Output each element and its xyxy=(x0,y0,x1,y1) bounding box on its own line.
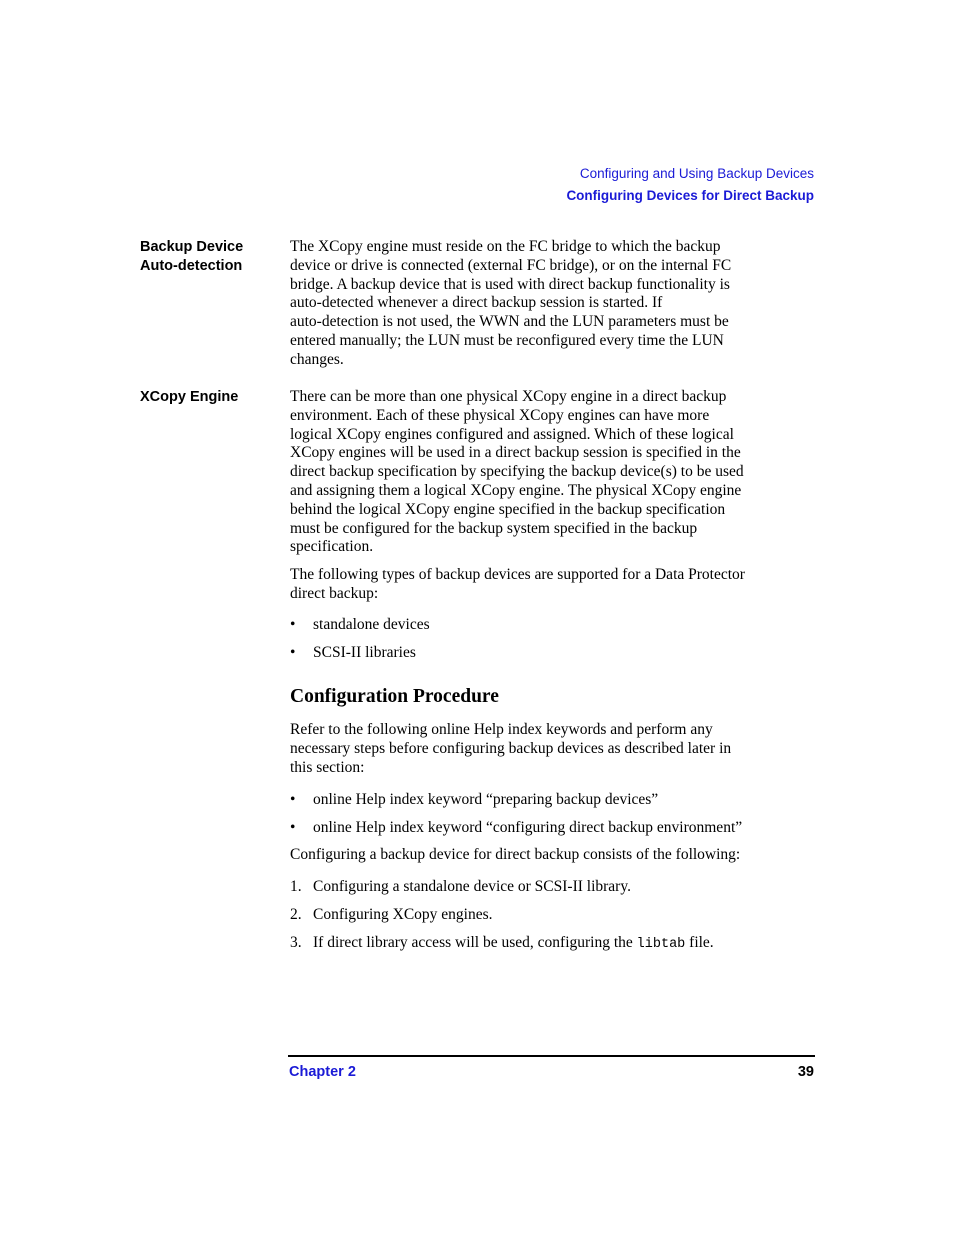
bullet-text: online Help index keyword “configuring direct backup environment” xyxy=(313,819,743,836)
text-line: this section: xyxy=(290,758,365,776)
section-heading-configuration-procedure: Configuration Procedure xyxy=(290,686,499,707)
running-header-section: Configuring Devices for Direct Backup xyxy=(566,188,814,203)
text-line: necessary steps before configuring backup devices as described later in xyxy=(290,739,732,757)
text-line: XCopy engines will be used in a direct backup session is specified in the xyxy=(290,444,741,462)
text-line: logical XCopy engines configured and assigned. Which of these logical xyxy=(290,425,734,443)
text-line: Refer to the following online Help index keywords and perform any xyxy=(290,721,713,738)
footer-page-number: 39 xyxy=(797,1064,814,1080)
step-text-before: If direct library access will be used, configuring the xyxy=(313,934,637,951)
paragraph-auto-detection xyxy=(290,238,818,370)
side-heading-line: Backup Device xyxy=(140,239,244,255)
side-heading-xcopy-engine: XCopy Engine xyxy=(140,389,239,405)
bullet-text: SCSI-II libraries xyxy=(313,644,416,661)
text-line: changes. xyxy=(290,350,344,368)
text-line: direct backup: xyxy=(290,584,379,602)
step-text: Configuring XCopy engines. xyxy=(313,906,493,923)
footer-rule xyxy=(288,1055,815,1057)
paragraph-xcopy-engine xyxy=(290,388,818,557)
bullet-text: standalone devices xyxy=(313,616,430,633)
text-line: environment. Each of these physical XCopy engines can have more xyxy=(290,406,710,424)
step-text-after: file. xyxy=(685,934,714,951)
bullet-mark: • xyxy=(290,819,296,836)
bullet-mark: • xyxy=(290,616,296,633)
bullet-mark: • xyxy=(290,791,296,808)
code-libtab: libtab xyxy=(636,937,686,952)
text-line: specification. xyxy=(290,538,374,556)
paragraph-consists: Configuring a backup device for direct backup consists of the following: xyxy=(290,846,741,863)
step-number: 2. xyxy=(290,906,302,923)
side-heading-auto-detection xyxy=(140,238,280,276)
step-number: 3. xyxy=(290,934,302,951)
footer-chapter: Chapter 2 xyxy=(289,1064,356,1080)
bullet-text: online Help index keyword “preparing backup devices” xyxy=(313,791,659,808)
running-header-chapter: Configuring and Using Backup Devices xyxy=(579,166,814,181)
text-line: and assigning them a logical XCopy engine. The physical XCopy engine xyxy=(290,481,742,499)
text-line: The XCopy engine must reside on the FC bridge to which the backup xyxy=(290,238,721,255)
text-line: behind the logical XCopy engine specified in the backup specification xyxy=(290,500,726,518)
text-line: must be configured for the backup system specified in the backup xyxy=(290,519,698,537)
text-line: direct backup specification by specifying the backup device(s) to be used xyxy=(290,463,744,481)
text-line: The following types of backup devices are supported for a Data Protector xyxy=(290,566,745,583)
step-text xyxy=(313,933,714,954)
text-line: entered manually; the LUN must be reconfigured every time the LUN xyxy=(290,331,724,349)
text-line: bridge. A backup device that is used with direct backup functionality is xyxy=(290,275,730,293)
paragraph-supported-types xyxy=(290,566,818,604)
text-line: There can be more than one physical XCopy engine in a direct backup xyxy=(290,388,727,405)
paragraph-procedure-intro xyxy=(290,721,818,777)
step-number: 1. xyxy=(290,878,302,895)
bullet-mark: • xyxy=(290,644,296,661)
text-line: device or drive is connected (external FC bridge), or on the internal FC xyxy=(290,256,732,274)
side-heading-line: Auto-detection xyxy=(140,258,243,274)
text-line: auto-detection is not used, the WWN and the LUN parameters must be xyxy=(290,313,729,331)
text-line: auto-detected whenever a direct backup session is started. If xyxy=(290,294,663,312)
step-text: Configuring a standalone device or SCSI-II library. xyxy=(313,878,631,895)
